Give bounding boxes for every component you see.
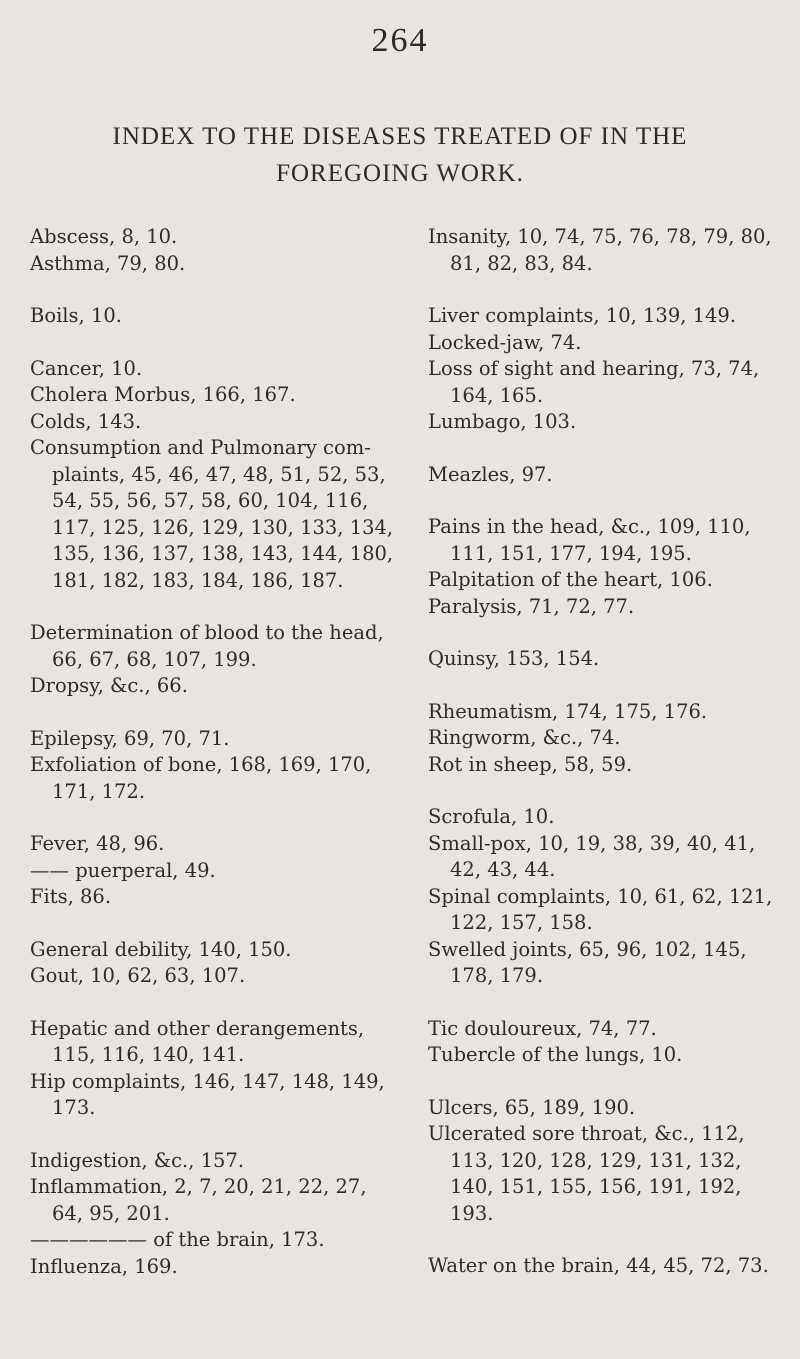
index-entry: Liver complaints, 10, 139, 149. [428,304,737,327]
index-entry: Boils, 10. [30,304,122,327]
index-entry: Pains in the head, &c., 109, 110, 111, 151, 177, 194, 195. [428,515,751,565]
index-entry: Exfoliation of bone, 168, 169, 170, 171, 172. [30,753,372,803]
index-entry: Fever, 48, 96. [30,832,165,855]
index-entry: Inflammation, 2, 7, 20, 21, 22, 27, 64, 95, 201. [30,1175,367,1225]
index-entry: Small-pox, 10, 19, 38, 39, 40, 41, 42, 43, 44. [428,831,756,881]
index-entry: Tic douloureux, 74, 77. [428,1016,657,1040]
index-entry: Influenza, 169. [30,1254,178,1278]
index-entry: Gout, 10, 62, 63, 107. [30,964,246,987]
index-entry: Loss of sight and hearing, 73, 74, 164, 165. [428,357,760,407]
page-title [0,118,800,192]
index-entry: Insanity, 10, 74, 75, 76, 78, 79, 80, 81, 82, 83, 84. [428,225,772,275]
index-entry: Water on the brain, 44, 45, 72, 73. [428,1254,769,1277]
index-entry: Meazles, 97. [428,462,553,486]
index-entry: Tubercle of the lungs, 10. [428,1043,683,1066]
index-entry: Hepatic and other derangements, 115, 116, 140, 141. [30,1016,365,1066]
index-entry: Ulcerated sore throat, &c., 112, 113, 120, 128, 129, 131, 132, 140, 151, 155, 156, 191, 192, 193. [428,1122,745,1225]
page-number: 264 [371,22,429,59]
index-entry: General debility, 140, 150. [30,937,292,961]
index-entry: Ulcers, 65, 189, 190. [428,1095,636,1119]
index-entry: Swelled joints, 65, 96, 102, 145, 178, 179. [428,937,747,987]
index-entry: —— puerperal, 49. [30,858,216,882]
index-entry: Scrofula, 10. [428,805,555,828]
index-entry: Rot in sheep, 58, 59. [428,752,633,776]
index-entry: Asthma, 79, 80. [30,251,186,275]
index-entry: Colds, 143. [30,409,142,433]
index-entry: Palpitation of the heart, 106. [428,568,713,591]
index-column-right [428,224,783,1280]
index-entry: Quinsy, 153, 154. [428,647,600,670]
index-entry: Ringworm, &c., 74. [428,726,621,749]
index-entry: Determination of blood to the head, 66, 67, 68, 107, 199. [30,621,384,671]
index-entry: Locked-jaw, 74. [428,330,582,354]
index-entry: Epilepsy, 69, 70, 71. [30,726,230,750]
index-entry: Paralysis, 71, 72, 77. [428,594,635,618]
index-entry: Lumbago, 103. [428,410,577,433]
title-line-1: INDEX TO THE DISEASES TREATED OF IN THE [112,123,688,150]
index-entry: Hip complaints, 146, 147, 148, 149, 173. [30,1069,385,1119]
index-entry: Cholera Morbus, 166, 167. [30,383,296,406]
index-entry: Indigestion, &c., 157. [30,1148,245,1172]
index-entry: —————— of the brain, 173. [30,1228,325,1251]
index-entry: Consumption and Pulmonary com-plaints, 45, 46, 47, 48, 51, 52, 53, 54, 55, 56, 57, 58, 60, 104, 116, 117, 125, 126, 129, 130, 133, 134, 135, 136, 137, 138, 143, 144, 180, 181, 182, 183, 184, 186, 187. [30,436,394,592]
title-line-2: FOREGOING WORK. [276,160,524,187]
index-entry: Cancer, 10. [30,356,143,380]
index-entry: Abscess, 8, 10. [30,225,178,248]
index-entry: Spinal complaints, 10, 61, 62, 121, 122, 157, 158. [428,884,773,934]
index-column-left [30,224,400,1280]
index-entry: Rheumatism, 174, 175, 176. [428,699,708,723]
index-entry: Fits, 86. [30,885,112,908]
index-entry: Dropsy, &c., 66. [30,674,188,697]
